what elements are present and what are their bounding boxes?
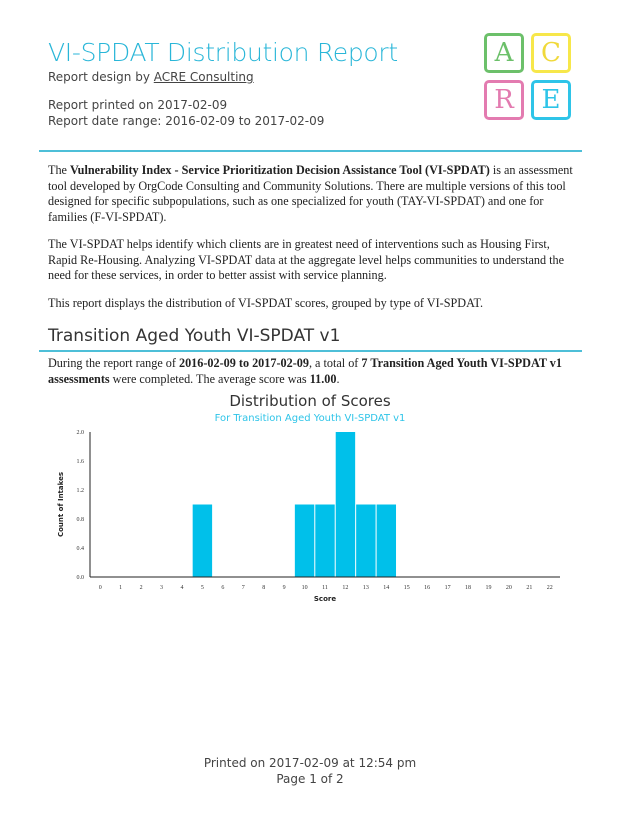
x-tick-label: 6 (221, 585, 225, 591)
logo-block-a: A (484, 33, 524, 73)
x-tick-label: 12 (342, 585, 349, 591)
x-axis-label: Score (313, 595, 337, 603)
bar-score-5 (193, 505, 212, 578)
x-tick-label: 10 (301, 585, 308, 591)
bar-score-12 (336, 432, 355, 577)
bar-score-10 (295, 505, 314, 578)
x-tick-label: 0 (98, 585, 102, 591)
footer-page-number: Page 1 of 2 (276, 772, 344, 786)
summary-assessment-count: 7 Transition Aged Youth VI-SPDAT v1 assessments (48, 356, 562, 386)
x-tick-label: 14 (383, 585, 390, 591)
x-tick-label: 16 (424, 585, 431, 591)
report-date-range: Report date range: 2016-02-09 to 2017-02-09 (48, 114, 325, 128)
logo-block-c: C (531, 33, 571, 73)
summary-text-2: , a total of (308, 356, 362, 370)
y-tick-label: 1.6 (76, 459, 84, 465)
acre-logo (484, 33, 580, 129)
summary-text-3: were completed. The average score was (109, 371, 310, 386)
x-tick-label: 17 (444, 585, 451, 591)
x-tick-label: 5 (200, 585, 204, 591)
bars-group (193, 432, 396, 577)
summary-text-4: . (336, 371, 340, 386)
intro-paragraph-2: The VI-SPDAT helps identify which clients are in greatest need of interventions such as Housing First, Rapid Re-Housing. Analyzing VI-SPDAT data at the aggregate level helps communities to understand the need for these services, in order to better assist with service planning. (48, 237, 565, 282)
y-tick-label: 2.0 (76, 430, 84, 436)
p1-suffix: is an assessment tool developed by OrgCode Consulting and Community Solutions. There are multiple versions of this tool designed for specific subpopulations, such as one specialized for youth (TAY-VI-SPDAT) and one for families (F-VI-SPDAT). (48, 163, 573, 224)
footer-printed: Printed on 2017-02-09 at 12:54 pm (203, 756, 417, 770)
x-tick-label: 1 (119, 585, 123, 591)
y-tick-label: 0.8 (76, 517, 84, 523)
bar-score-11 (315, 505, 334, 578)
p1-prefix: The (48, 163, 70, 177)
chart-title: Distribution of Scores (229, 392, 391, 410)
x-tick-label: 2 (139, 585, 143, 591)
x-tick-label: 13 (362, 585, 369, 591)
summary-average-score: 11.00 (309, 371, 337, 386)
logo-block-e: E (531, 80, 571, 120)
y-tick-labels (77, 430, 85, 581)
y-tick-label: 0.4 (76, 546, 84, 552)
y-axis-label: Count of Intakes (57, 471, 65, 538)
logo-block-r: R (484, 80, 524, 120)
y-tick-label: 0.0 (76, 575, 84, 581)
bar-score-14 (377, 505, 396, 578)
x-tick-label: 18 (465, 585, 472, 591)
chart-subtitle: For Transition Aged Youth VI-SPDAT v1 (214, 413, 406, 424)
design-prefix: Report design by (48, 70, 154, 84)
x-tick-labels (99, 585, 553, 591)
summary-text-1: During the report range of (48, 356, 179, 370)
x-tick-label: 20 (505, 585, 512, 591)
header-divider (39, 150, 582, 152)
x-tick-label: 8 (262, 585, 266, 591)
x-tick-label: 9 (282, 585, 286, 591)
section-summary (48, 356, 580, 387)
report-title: VI-SPDAT Distribution Report (48, 38, 398, 67)
intro-paragraph-1 (48, 163, 580, 225)
x-tick-label: 21 (526, 585, 533, 591)
report-design-credit (48, 70, 254, 84)
x-tick-label: 19 (485, 585, 492, 591)
section-divider (39, 350, 582, 352)
vi-spdat-full-name: Vulnerability Index - Service Prioritization Decision Assistance Tool (VI-SPDAT) (70, 163, 490, 177)
x-tick-label: 11 (322, 585, 328, 591)
section-title: Transition Aged Youth VI-SPDAT v1 (48, 326, 341, 346)
x-tick-label: 4 (180, 585, 184, 591)
x-tick-label: 15 (403, 585, 410, 591)
score-distribution-chart (0, 420, 620, 610)
x-tick-label: 3 (160, 585, 164, 591)
x-tick-label: 7 (241, 585, 245, 591)
y-tick-label: 1.2 (76, 488, 84, 494)
summary-date-range: 2016-02-09 to 2017-02-09 (178, 356, 309, 370)
x-tick-label: 22 (546, 585, 553, 591)
intro-paragraph-3: This report displays the distribution of VI-SPDAT scores, grouped by type of VI-SPDAT. (48, 296, 484, 310)
report-printed-date: Report printed on 2017-02-09 (48, 98, 228, 112)
acre-consulting-link[interactable]: ACRE Consulting (153, 70, 254, 84)
bar-score-13 (356, 505, 375, 578)
